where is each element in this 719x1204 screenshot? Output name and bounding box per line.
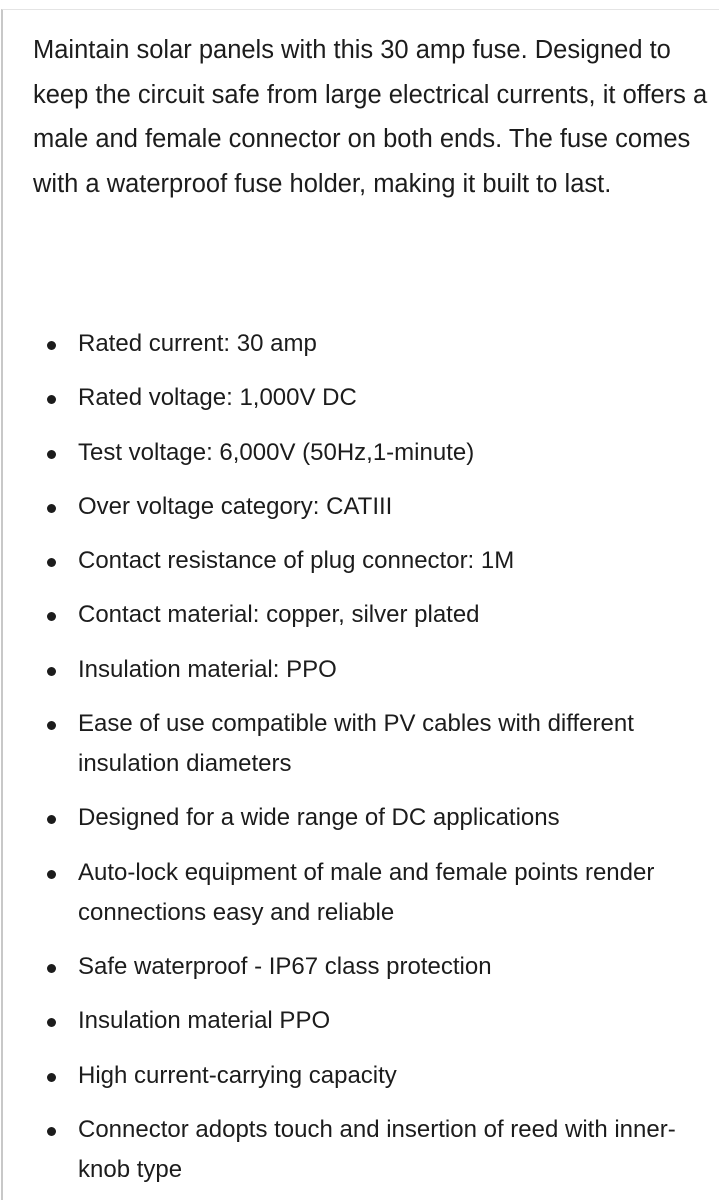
list-item: Contact resistance of plug connector: 1M — [78, 541, 678, 581]
list-item: Auto-lock equipment of male and female points render connections easy and reliable — [78, 853, 678, 933]
product-description: Maintain solar panels with this 30 amp fuse. Designed to keep the circuit safe from large electrical currents, it offers a male and female connector on both ends. The fuse comes with a waterproof fuse holder, making it built to last. — [33, 36, 708, 198]
list-item: Ease of use compatible with PV cables with different insulation diameters — [78, 704, 678, 784]
list-item: Contact material: copper, silver plated — [78, 595, 678, 635]
list-item: Rated voltage: 1,000V DC — [78, 378, 678, 418]
list-item: Test voltage: 6,000V (50Hz,1-minute) — [78, 433, 678, 473]
list-item: Connector adopts touch and insertion of reed with inner-knob type — [78, 1110, 678, 1190]
list-item: Safe waterproof - IP67 class protection — [78, 947, 678, 987]
list-item: Designed for a wide range of DC applications — [78, 798, 678, 838]
list-item: Rated current: 30 amp — [78, 324, 678, 364]
list-item: Over voltage category: CATIII — [78, 487, 678, 527]
list-item: Insulation material: PPO — [78, 650, 678, 690]
feature-list — [0, 324, 678, 1204]
list-item: High current-carrying capacity — [78, 1056, 678, 1096]
list-item: Insulation material PPO — [78, 1001, 678, 1041]
